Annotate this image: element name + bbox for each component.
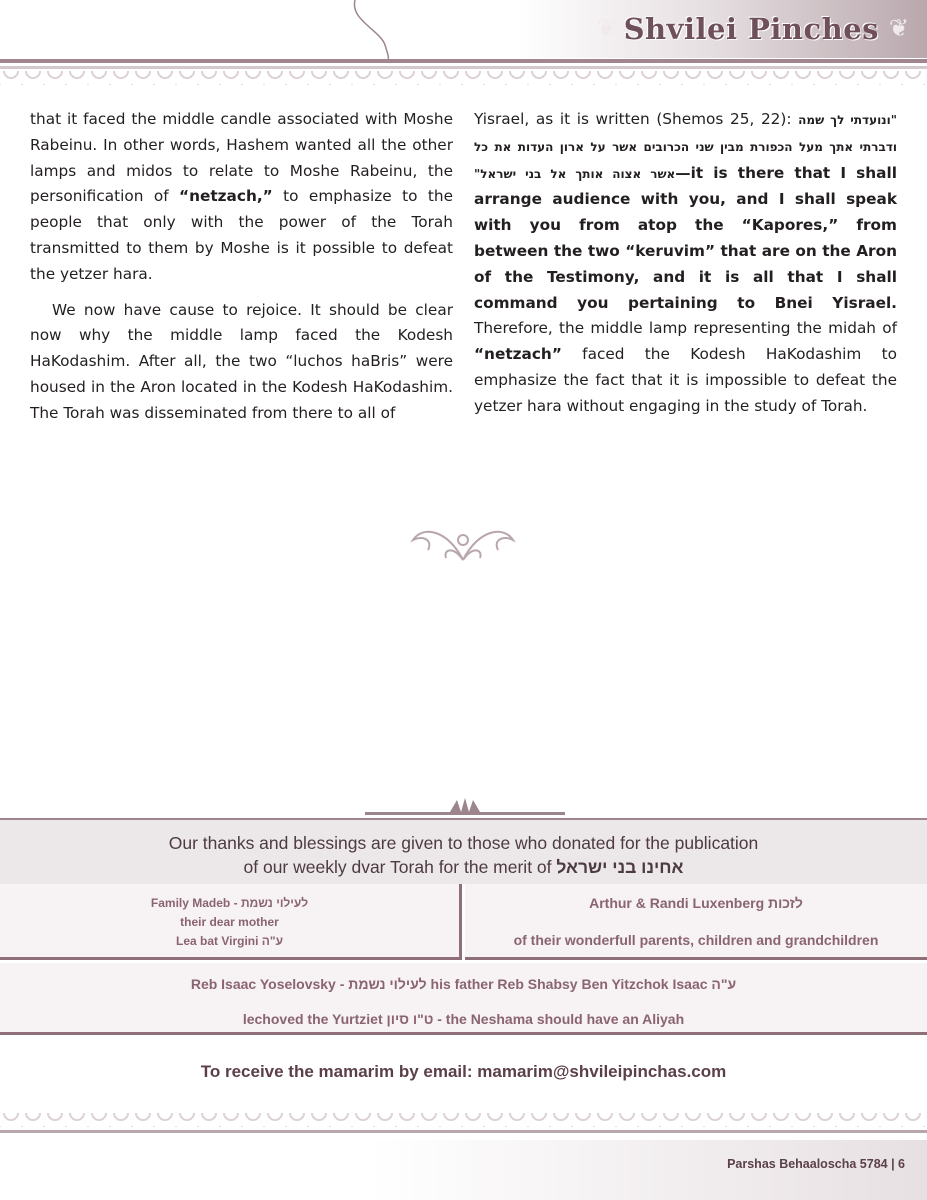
divider-ornament-icon: [408, 520, 518, 566]
paragraph: [30, 107, 453, 288]
paragraph: [474, 107, 897, 420]
thanks-line: Our thanks and blessings are given to those who donated for the publication: [168, 833, 759, 853]
paragraph: We now have cause to rejoice. It should be clear now why the middle lamp faced the Kodesh HaKodashim. After all, the two “luchos haBris” were housed in the Aron located in the Kodesh HaKodashim. The Torah was disseminated from there to all of: [30, 300, 453, 422]
email-info: To receive the mamarim by email: mamarim@shvileipinchas.com: [200, 1062, 727, 1081]
hebrew-text: אחינו בני ישראל: [556, 857, 684, 877]
emphasis: —it is there that I shall arrange audience with you, and I shall speak with you from atop the “Kapores,” from between the two “keruvim” that are on the Aron of the Testimony, and it is all that I shall command you pertaining to Bnei Yisrael.: [474, 163, 897, 312]
left-column: [30, 107, 453, 437]
text: to emphasize to the people that only with the power of the Torah transmitted to them by Moshe is it possible to defeat the yetzer hara.: [30, 187, 453, 283]
donor-line: Lea bat Virgini ע"ה: [175, 934, 284, 948]
donor-line: Reb Isaac Yoselovsky - לעילוי נשמת his father Reb Shabsy Ben Yitzchok Isaac ע"ה: [190, 976, 737, 992]
header-curve: [340, 0, 420, 62]
emphasis: “netzach,”: [179, 187, 273, 206]
text: Yisrael, as it is written (Shemos 25, 22):: [474, 110, 799, 128]
footer-scallop-border: [0, 1113, 927, 1127]
donor-box: [0, 884, 462, 960]
donor-box: [0, 963, 927, 1035]
brand-title: Shvilei Pinches: [623, 12, 879, 46]
right-column: [474, 107, 897, 430]
header-rule: [0, 66, 927, 69]
header-rule: [0, 59, 927, 63]
header-scallop-border: [0, 71, 927, 85]
donor-line: Arthur & Randi Luxenberg לזכות: [589, 895, 803, 911]
donor-line: their dear mother: [180, 915, 279, 929]
text: that it faced the middle candle associated with Moshe Rabeinu. In other words, Hashem wanted all the other lamps and midos to relate to Moshe Rabeinu, the personification of: [30, 110, 453, 206]
hebrew-quote: "ונועדתי לך שמה ודברתי אתך מעל הכפורת מבין שני הכרובים אשר על ארון העדות את כל אשר אצוה אותך אל בני ישראל": [474, 113, 897, 181]
thanks-banner: [0, 818, 927, 884]
donor-line: of their wonderfull parents, children and grandchildren: [513, 932, 879, 948]
thanks-ornament-icon: [365, 796, 565, 818]
donor-line: lechoved the Yurtziet ט"ו סיון - the Neshama should have an Aliyah: [242, 1011, 685, 1027]
thanks-line: of our weekly dvar Torah for the merit of אחינו בני ישראל: [243, 857, 684, 877]
donor-box: [465, 884, 927, 960]
page-label: Parshas Behaaloscha 5784 | 6: [727, 1157, 905, 1171]
footer-rule: [0, 1130, 927, 1133]
text: Therefore, the middle lamp representing the midah of: [474, 319, 897, 338]
emphasis: “netzach”: [474, 345, 562, 364]
donor-line: Family Madeb - לעילוי נשמת: [150, 896, 309, 910]
swirl-ornament-icon: ❦: [888, 14, 909, 42]
swirl-ornament-icon: ❦: [596, 14, 617, 42]
text: faced the Kodesh HaKodashim to emphasize the fact that it is impossible to defeat the yetzer hara without engaging in the study of Torah.: [474, 345, 897, 415]
